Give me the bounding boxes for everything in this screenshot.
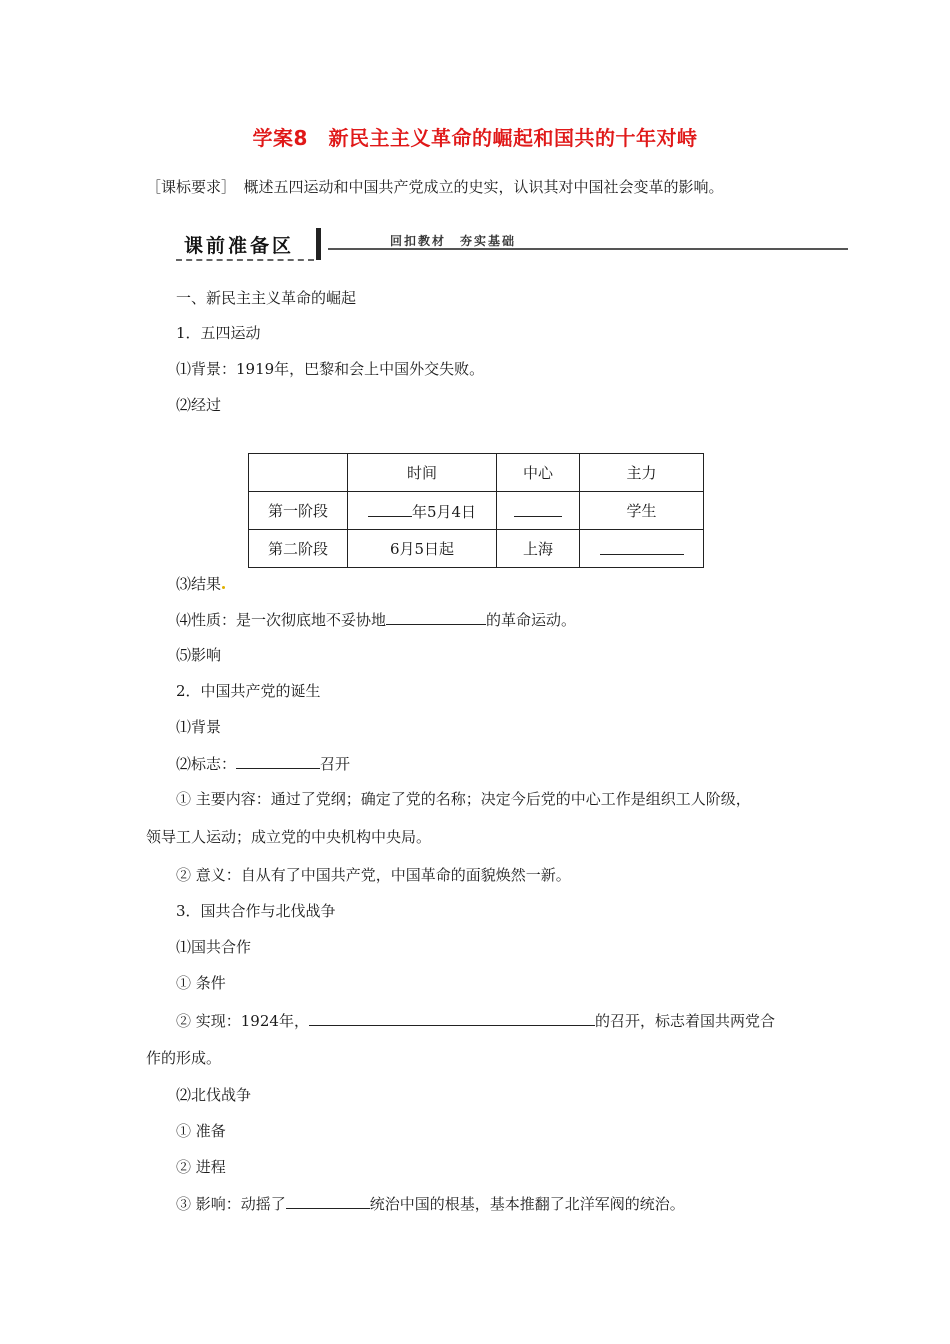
table-cell: 学生 <box>580 492 704 530</box>
impact-prefix: ③ 影响：动摇了 <box>176 1195 286 1213</box>
may-fourth-result <box>176 573 225 595</box>
section-banner <box>176 228 848 264</box>
banner-subtitle: 回扣教材 夯实基础 <box>390 234 517 248</box>
table-header-row <box>249 454 704 492</box>
fill-blank <box>514 500 562 517</box>
result-text: ⑶结果 <box>176 575 222 593</box>
marker-dot <box>222 586 225 589</box>
realize-suffix: 的召开，标志着国共两党合 <box>594 1012 775 1030</box>
table-header-cell: 主力 <box>580 454 704 492</box>
table-row-label: 第一阶段 <box>249 492 348 530</box>
fill-blank <box>236 752 320 769</box>
sign-prefix: ⑵标志： <box>176 755 237 773</box>
banner-dashed-underline <box>176 259 314 261</box>
expedition-preparation: ① 准备 <box>176 1122 226 1140</box>
cooperation-heading: ⑴国共合作 <box>176 938 252 956</box>
item-heading-may-fourth: 1．五四运动 <box>176 324 261 342</box>
may-fourth-process: ⑵经过 <box>176 396 222 414</box>
banner-bar <box>316 228 321 260</box>
fill-blank <box>309 1009 595 1026</box>
page-title: 学案8 新民主主义革命的崛起和国共的十年对峙 <box>252 126 698 150</box>
table-header-cell <box>249 454 348 492</box>
fill-blank <box>368 500 412 517</box>
cpc-content-line1: ① 主要内容：通过了党纲；确定了党的名称；决定今后党的中心工作是组织工人阶级， <box>176 790 751 808</box>
cooperation-realization-line2: 作的形成。 <box>146 1049 222 1067</box>
banner-label: 课前准备区 <box>184 235 295 257</box>
expedition-heading: ⑵北伐战争 <box>176 1086 252 1104</box>
table-row-label: 第二阶段 <box>249 530 348 568</box>
expedition-progress: ② 进程 <box>176 1158 226 1176</box>
nature-suffix: 的革命运动。 <box>486 611 577 629</box>
expedition-impact <box>176 1192 685 1215</box>
section-heading: 一、新民主主义革命的崛起 <box>176 289 357 307</box>
nature-prefix: ⑷性质：是一次彻底地不妥协地 <box>176 611 387 629</box>
cooperation-realization <box>176 1009 775 1032</box>
table-cell: 上海 <box>497 530 580 568</box>
fill-blank <box>600 538 684 555</box>
cpc-significance: ② 意义：自从有了中国共产党，中国革命的面貌焕然一新。 <box>176 866 571 884</box>
impact-suffix: 统治中国的根基，基本推翻了北洋军阀的统治。 <box>369 1195 685 1213</box>
cooperation-conditions: ① 条件 <box>176 974 226 992</box>
item-heading-cpc-founding: 2．中国共产党的诞生 <box>176 682 321 700</box>
table-cell <box>497 492 580 530</box>
table-cell: 6月5日起 <box>348 530 497 568</box>
table-row <box>249 530 704 568</box>
may-fourth-background: ⑴背景：1919年，巴黎和会上中国外交失败。 <box>176 360 485 378</box>
table-header-cell: 时间 <box>348 454 497 492</box>
item-heading-cooperation: 3．国共合作与北伐战争 <box>176 902 336 920</box>
may-fourth-influence: ⑸影响 <box>176 646 222 664</box>
time-suffix: 年5月4日 <box>411 502 477 521</box>
table-cell <box>580 530 704 568</box>
cpc-background: ⑴背景 <box>176 718 222 736</box>
cpc-sign <box>176 752 350 775</box>
curriculum-requirement: ［课标要求］ 概述五四运动和中国共产党成立的史实，认识其对中国社会变革的影响。 <box>146 178 724 196</box>
fill-blank <box>286 1192 370 1209</box>
realize-prefix: ② 实现：1924年， <box>176 1012 309 1030</box>
may-fourth-nature <box>176 608 576 631</box>
process-table <box>248 453 704 568</box>
table-header-cell: 中心 <box>497 454 580 492</box>
table-cell <box>348 492 497 530</box>
fill-blank <box>386 608 486 625</box>
cpc-content-line2: 领导工人运动；成立党的中央机构中央局。 <box>146 828 432 846</box>
table-row <box>249 492 704 530</box>
sign-suffix: 召开 <box>320 755 351 773</box>
